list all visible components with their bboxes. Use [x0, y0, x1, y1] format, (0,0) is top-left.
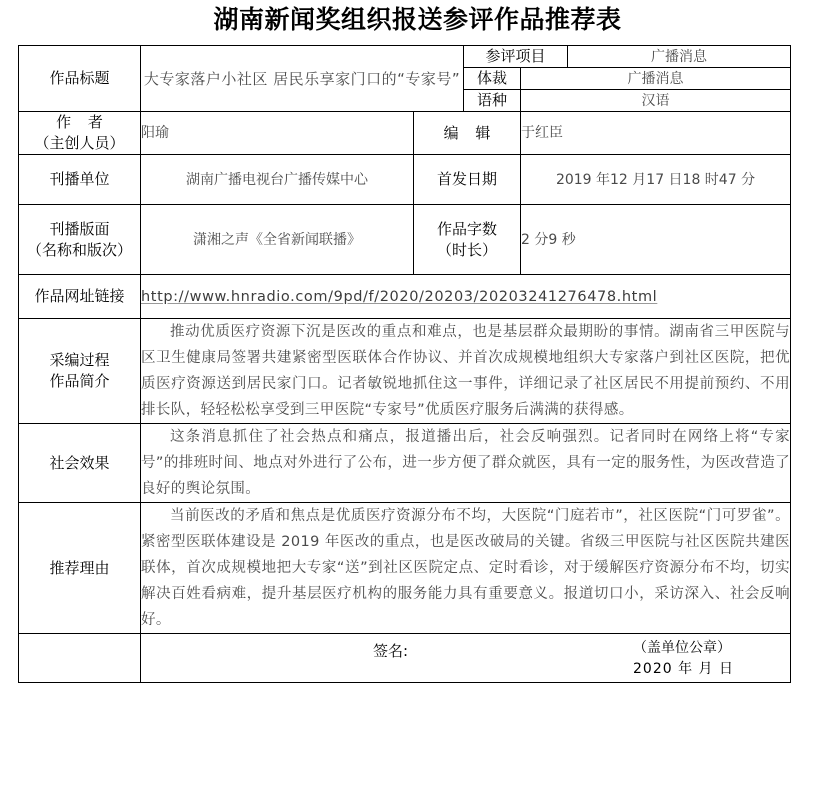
table-row-author [19, 112, 791, 155]
url-value[interactable]: http://www.hnradio.com/9pd/f/2020/20203/20203241276478.html [141, 275, 791, 319]
table-row-reason [19, 503, 791, 634]
editor-label: 编 辑 [414, 112, 521, 155]
layout-label [19, 205, 141, 275]
work-title-value: 大专家落户小社区 居民乐享家门口的“专家号” [141, 46, 464, 112]
process-value: 推动优质医疗资源下沉是医改的重点和难点，也是基层群众最期盼的事情。湖南省三甲医院与区卫生健康局签署共建紧密型医联体合作协议、并首次成规模地组织大专家落户到社区医院，把优质医疗资源送到居民家门口。记者敏锐地抓住这一事件，详细记录了社区居民不用提前预约、不用排长队，轻轻松松享受到三甲医院“专家号”优质医疗服务后满满的获得感。 [141, 324, 791, 418]
author-label-line1: 作 者 [56, 113, 109, 131]
process-label-line1: 采编过程 [49, 351, 110, 369]
author-label-line2: （主创人员） [34, 134, 125, 152]
language-label: 语种 [464, 90, 521, 112]
process-label-line2: 作品简介 [49, 372, 110, 390]
category-value: 广播消息 [568, 46, 791, 68]
table-row-work-title [19, 46, 791, 68]
publisher-label: 刊播单位 [19, 155, 141, 205]
layout-value: 潇湘之声《全省新闻联播》 [141, 205, 414, 275]
category-label: 参评项目 [464, 46, 568, 68]
table-row-process [19, 319, 791, 424]
editor-value: 于红臣 [521, 112, 791, 155]
recommendation-form-table [18, 45, 791, 683]
reason-label: 推荐理由 [19, 503, 141, 634]
effect-value: 这条消息抓住了社会热点和痛点，报道播出后，社会反响强烈。记者同时在网络上将“专家号”的排班时间、地点对外进行了公布，进一步方便了群众就医，具有一定的服务性，为医改营造了良好的舆论氛围。 [141, 429, 791, 497]
effect-value-cell [141, 424, 791, 503]
publisher-value: 湖南广播电视台广播传媒中心 [141, 155, 414, 205]
reason-value: 当前医改的矛盾和焦点是优质医疗资源分布不均，大医院“门庭若市”，社区医院“门可罗雀”。紧密型医联体建设是 2019 年医改的重点，也是医改破局的关键。省级三甲医院与社区医院共建医联体，首次成规模地把大专家“送”到社区医院定点、定时看诊，对于缓解医疗资源分布不均，切实解决百姓看病难，提升基层医疗机构的服务能力具有重要意义。报道切口小，采访深入、社会反响好。 [141, 508, 791, 628]
process-value-cell [141, 319, 791, 424]
signature-empty-label [19, 634, 141, 683]
reason-value-cell [141, 503, 791, 634]
table-row-url [19, 275, 791, 319]
table-row-publisher [19, 155, 791, 205]
wordcount-label-line1: 作品字数 [436, 219, 497, 238]
wordcount-label [414, 205, 521, 275]
table-row-layout [19, 205, 791, 275]
seal-note: （盖单位公章） [633, 640, 731, 656]
table-row-effect [19, 424, 791, 503]
genre-value: 广播消息 [521, 68, 791, 90]
work-title-label: 作品标题 [19, 46, 141, 112]
first-publish-value: 2019 年12 月17 日18 时47 分 [521, 155, 791, 205]
wordcount-value: 2 分9 秒 [521, 205, 791, 275]
language-value: 汉语 [521, 90, 791, 112]
wordcount-label-line2: （时长） [436, 240, 497, 259]
process-label [19, 319, 141, 424]
author-value: 阳瑜 [141, 112, 414, 155]
effect-label: 社会效果 [19, 424, 141, 503]
first-publish-label: 首发日期 [414, 155, 521, 205]
signature-cell [141, 634, 791, 683]
genre-label: 体裁 [464, 68, 521, 90]
author-label [19, 112, 141, 155]
signature-label: 签名: [373, 642, 409, 660]
url-label: 作品网址链接 [19, 275, 141, 319]
layout-label-line2: （名称和版次） [26, 240, 132, 259]
table-row-signature [19, 634, 791, 683]
layout-label-line1: 刊播版面 [49, 219, 110, 238]
page-title: 湖南新闻奖组织报送参评作品推荐表 [213, 5, 622, 34]
sign-date: 2020 年 月 日 [633, 661, 734, 677]
